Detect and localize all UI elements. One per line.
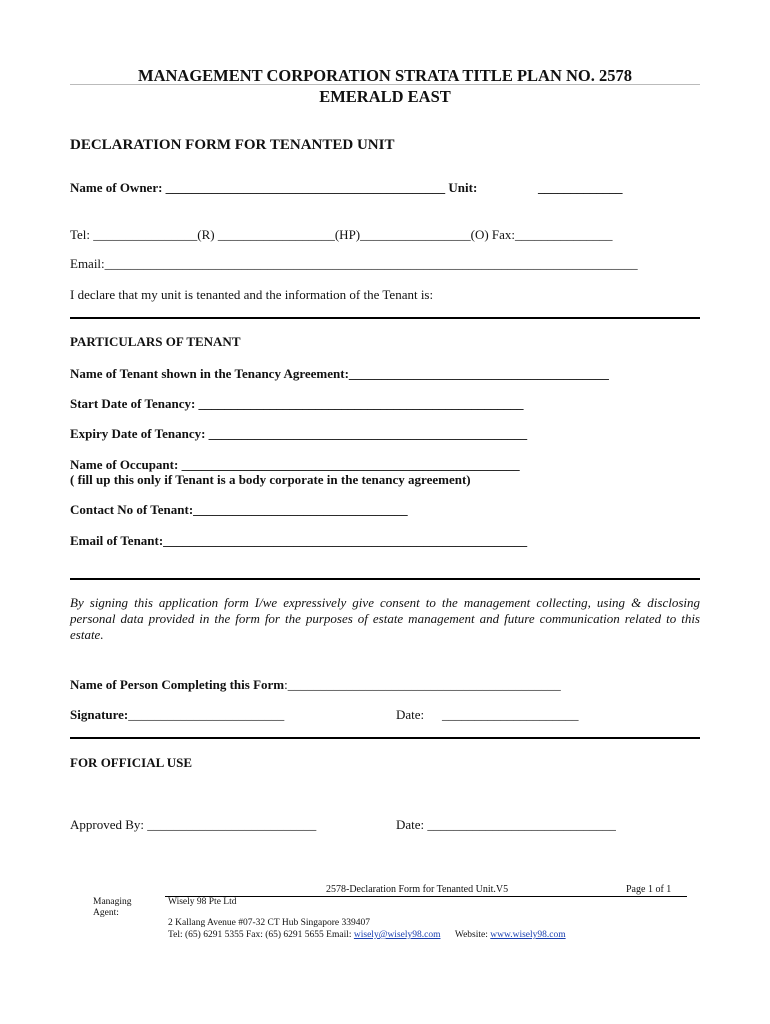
tel-field[interactable]: Tel: ________________(R) __________________(HP)_________________(O) Fax:_______________ [70, 227, 613, 242]
signature-field[interactable] [70, 707, 284, 723]
agent-website-link[interactable]: www.wisely98.com [490, 930, 566, 940]
occupant-field[interactable]: Name of Occupant: ____________________________________________________ [70, 457, 520, 472]
divider [70, 578, 700, 580]
managing-agent-label-2: Agent: [93, 908, 119, 918]
person-completing-label: Name of Person Completing this Form [70, 677, 285, 692]
official-use-heading: FOR OFFICIAL USE [70, 755, 193, 770]
form-heading: DECLARATION FORM FOR TENANTED UNIT [70, 137, 395, 153]
tenant-name-field[interactable]: Name of Tenant shown in the Tenancy Agreement:________________________________________ [70, 366, 609, 381]
managing-agent-label-1: Managing [93, 897, 132, 907]
person-completing-blank: :__________________________________________ [284, 677, 561, 692]
signature-blank: ________________________ [128, 707, 285, 722]
divider [70, 317, 700, 319]
footer-rule [165, 896, 687, 897]
date-label: Date: [396, 707, 425, 722]
page-subtitle: EMERALD EAST [319, 87, 451, 106]
approved-by-field[interactable]: Approved By: __________________________ [70, 817, 317, 832]
date-field[interactable]: _____________________ [442, 707, 579, 722]
start-date-field[interactable]: Start Date of Tenancy: __________________________________________________ [70, 396, 524, 411]
agent-email-link[interactable]: wisely@wisely98.com [353, 930, 441, 940]
expiry-date-field[interactable]: Expiry Date of Tenancy: _________________________________________________ [70, 426, 528, 441]
consent-text: By signing this application form I/we expressively give consent to the management collecting, using & disclosing personal data provided in the form for the purposes of estate management and future communication related to this estate. [70, 595, 700, 642]
footer-page-number: Page 1 of 1 [626, 884, 672, 895]
owner-field[interactable]: Name of Owner: ___________________________________________ Unit: [70, 180, 478, 195]
person-completing-field[interactable] [70, 677, 561, 693]
divider [70, 737, 700, 739]
signature-label: Signature: [70, 707, 129, 722]
page-title: MANAGEMENT CORPORATION STRATA TITLE PLAN NO. 2578 [138, 66, 632, 85]
agent-tel-fax: Tel: (65) 6291 5355 Fax: (65) 6291 5655 Email: [168, 930, 354, 940]
official-date-field[interactable]: Date: _____________________________ [396, 817, 616, 832]
particulars-heading: PARTICULARS OF TENANT [70, 334, 241, 349]
footer-doc-name: 2578-Declaration Form for Tenanted Unit.V5 [326, 884, 509, 895]
occupant-note: ( fill up this only if Tenant is a body corporate in the tenancy agreement) [70, 472, 471, 487]
agent-company: Wisely 98 Pte Ltd [168, 897, 237, 907]
email-field[interactable]: Email:__________________________________________________________________________________ [70, 256, 638, 271]
unit-field[interactable]: _____________ [538, 180, 623, 195]
tenant-email-field[interactable]: Email of Tenant:________________________________________________________ [70, 533, 528, 548]
agent-address: 2 Kallang Avenue #07-32 CT Hub Singapore 339407 [168, 918, 371, 928]
website-label: Website: [454, 930, 491, 940]
contact-field[interactable]: Contact No of Tenant:_________________________________ [70, 502, 408, 517]
declaration-text: I declare that my unit is tenanted and the information of the Tenant is: [70, 287, 434, 302]
agent-contacts [168, 930, 566, 940]
